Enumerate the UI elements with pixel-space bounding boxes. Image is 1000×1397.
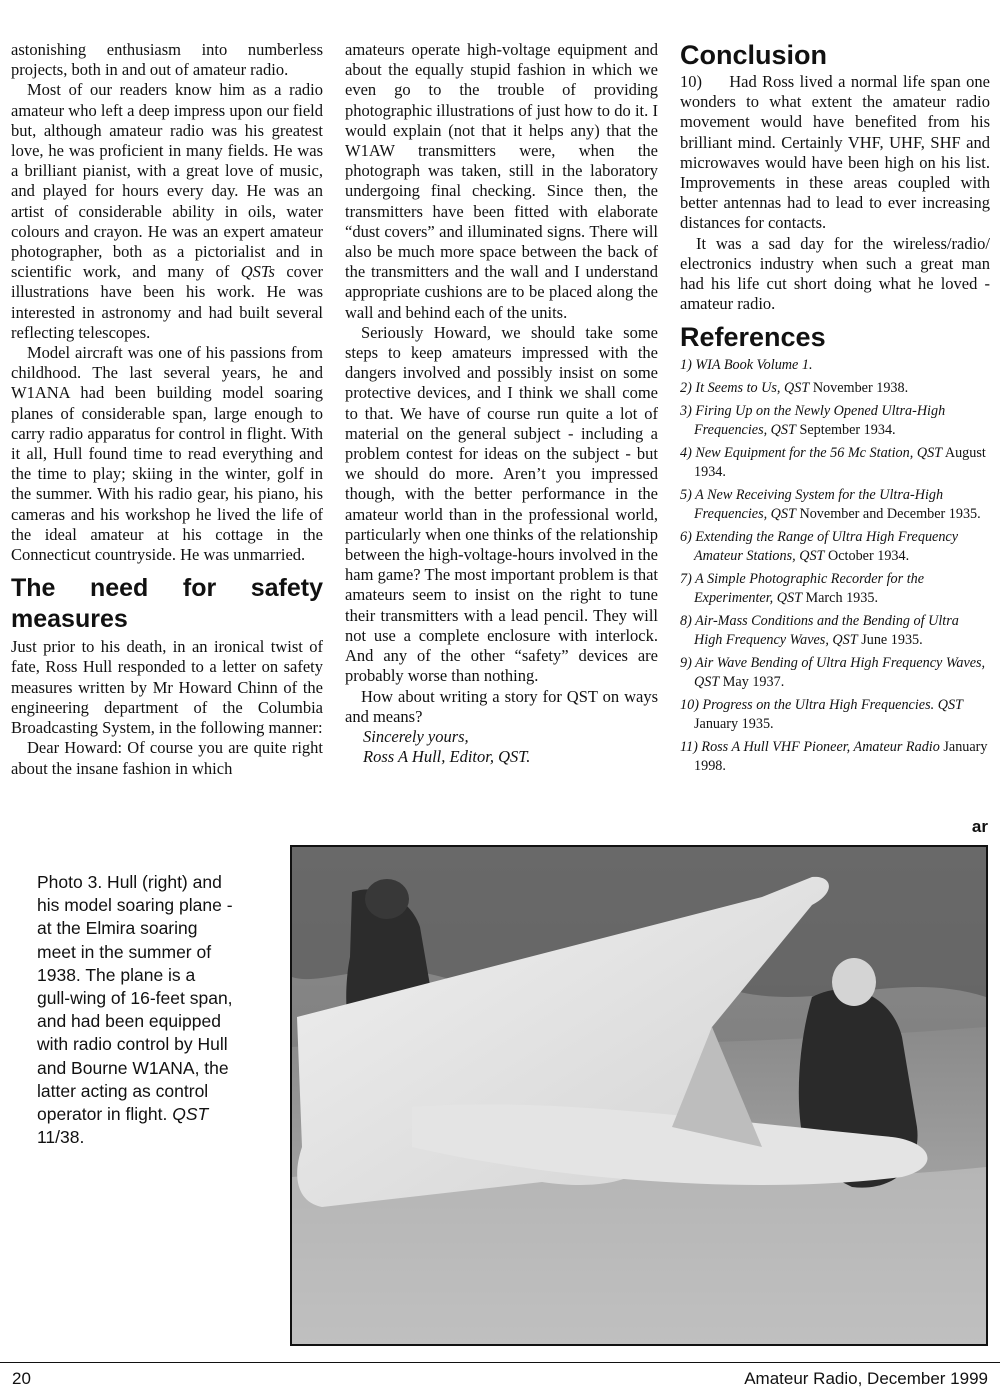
article-end-mark: ar	[971, 817, 988, 836]
text-run-italic: QSTs	[240, 262, 275, 282]
paragraph: Dear Howard: Of course you are quite right about the insane fashion in which	[11, 738, 323, 778]
reference-item: 11) Ross A Hull VHF Pioneer, Amateur Radio January 1998.	[680, 739, 988, 775]
paragraph: 10) Had Ross lived a normal life span one wonders to what extent the amateur radio movement would have benefited from his brilliant mind. Certainly VHF, UHF, SHF and microwaves would have been high on his list. Improvements in these areas coupled with better antennas had to lead to ever increasing distances for contacts.	[680, 72, 990, 233]
reference-item: 1) WIA Book Volume 1.	[680, 357, 813, 374]
reference-item: 4) New Equipment for the 56 Mc Station, QST August 1934.	[680, 445, 986, 481]
article-column-1	[11, 40, 323, 779]
photo-caption	[37, 871, 233, 1149]
person-left-head	[365, 879, 409, 919]
text-run: cover illustrations have been his work. He was interested in astronomy and had built several reflecting telescopes.	[11, 262, 323, 342]
references-list	[680, 356, 990, 776]
person-right-face	[832, 958, 876, 1006]
paragraph: Model aircraft was one of his passions from childhood. The last several years, he and W1ANA had been building model soaring planes of considerable span, large enough to carry radio apparatus for control in flight. With it all, Hull found time to read everything and the time to play; skiing in the winter, golf in the summer. With his radio gear, his piano, his cameras and his workshop he lived the life of the ideal amateur at his cottage in the Connecticut countryside. He was unmarried.	[11, 343, 323, 565]
caption-source: QST	[172, 1104, 209, 1125]
photo-illustration	[292, 847, 986, 1344]
paragraph: How about writing a story for QST on ways and means?	[345, 686, 658, 726]
reference-item: 10) Progress on the Ultra High Frequencies. QST January 1935.	[680, 697, 963, 733]
paragraph: Just prior to his death, in an ironical twist of fate, Ross Hull responded to a letter on safety measures written by Mr Howard Chinn of the engineering department of the Columbia Broadcasting System, in the following manner:	[11, 637, 323, 738]
section-heading-conclusion: Conclusion	[680, 40, 827, 70]
reference-item: 2) It Seems to Us, QST November 1938.	[680, 380, 909, 397]
paragraph: It was a sad day for the wireless/radio/ electronics industry when such a great man had his life cut short doing what he loved - amateur radio.	[680, 233, 990, 314]
article-column-2	[345, 40, 658, 767]
reference-item: 3) Firing Up on the Newly Opened Ultra-High Frequencies, QST September 1934.	[680, 403, 946, 439]
publication-footer: Amateur Radio, December 1999	[744, 1369, 988, 1388]
reference-item: 7) A Simple Photographic Recorder for the Experimenter, QST March 1935.	[680, 571, 925, 607]
reference-item: 8) Air-Mass Conditions and the Bending of Ultra High Frequency Waves, QST June 1935.	[680, 613, 959, 649]
caption-text: Photo 3. Hull (right) and his model soaring plane - at the Elmira soaring meet in the summer of 1938. The plane is a gull-wing of 16-feet span, and had been equipped with radio control by Hull and Bourne W1ANA, the latter acting as control operator in flight.	[37, 872, 233, 1125]
text-run: Most of our readers know him as a radio amateur who left a deep impress upon our field but, although amateur radio was his greatest love, he was proficient in many fields. He was a brilliant pianist, with a great love of music, and played for hours every day. He was an artist of considerable ability in oils, water colours and crayon. He was an expert amateur photographer, both as a pictorialist and in scientific work, and many of	[11, 80, 323, 282]
article-column-3	[680, 40, 990, 780]
reference-item: 9) Air Wave Bending of Ultra High Frequency Waves, QST May 1937.	[680, 655, 986, 691]
signature-line: Sincerely yours,	[363, 726, 469, 746]
reference-item: 6) Extending the Range of Ultra High Frequency Amateur Stations, QST October 1934.	[680, 529, 959, 565]
page-number: 20	[12, 1369, 31, 1388]
signature-line: Ross A Hull, Editor, QST.	[363, 747, 531, 767]
section-heading-references: References	[680, 322, 826, 353]
paragraph	[11, 80, 323, 343]
paragraph: astonishing enthusiasm into numberless projects, both in and out of amateur radio.	[11, 40, 323, 80]
photo-glider	[290, 845, 988, 1346]
section-heading-safety: The need for safety measures	[11, 574, 323, 634]
paragraph: Seriously Howard, we should take some steps to keep amateurs impressed with the dangers involved and possibly insist on some protective devices, and I think we shall come to that. We have of course run quite a lot of material on the general subject - including a problem contest for ideas on the subject - but we should do more. Aren’t you impressed though, with the better performance in the amateur world than in the professional world, particularly when one thinks of the relationship between the high-voltage-hours involved in the ham game? The most important problem is that amateurs seem to insist on the right to tune their transmitters with a lead pencil. They will not use a complete enclosure with interlock. And any of the other “safety” devices are probably worse than nothing.	[345, 322, 658, 686]
paragraph: amateurs operate high-voltage equipment and about the equally stupid fashion in which we even go to the trouble of providing photographic illustrations of just how to do it. I would explain (not that it helps any) that the W1AW transmitters were, when the photograph was taken, still in the laboratory undergoing final checking. Since then, the transmitters have been fitted with elaborate “dust covers” and illuminated signs. There will also be much more space between the back of the transmitters and the wall and I understand appropriate cushions are to be placed along the wall and behind each of the units.	[345, 40, 658, 322]
reference-item: 5) A New Receiving System for the Ultra-High Frequencies, QST November and December 1935.	[680, 487, 981, 523]
footer-rule	[0, 1362, 1000, 1363]
caption-source-date: 11/38.	[37, 1127, 85, 1148]
